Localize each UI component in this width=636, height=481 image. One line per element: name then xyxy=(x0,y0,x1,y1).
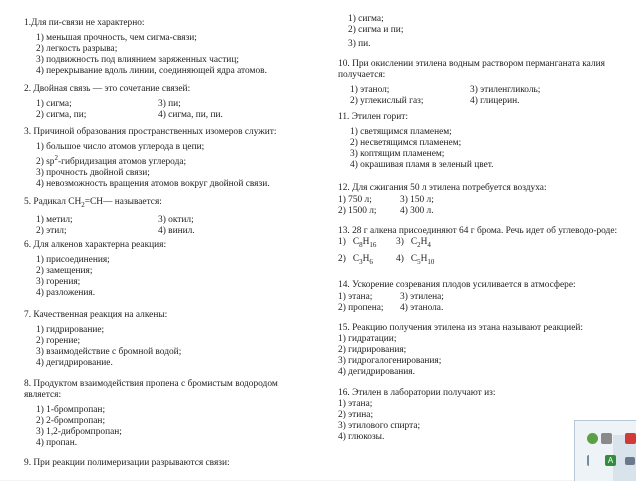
answer-option: 3) октил; xyxy=(158,214,194,225)
question-title: 16. Этилен в лаборатории получают из: xyxy=(338,388,496,398)
answer-option: 1) метил; xyxy=(36,214,73,225)
answer-option: 4) этанола. xyxy=(400,303,444,313)
answer-option: 2) гидрирования; xyxy=(338,345,407,355)
question-10 xyxy=(338,59,620,107)
answer-option: 2) сигма, пи; xyxy=(36,110,87,120)
answer-option: 1) меньшая прочность, чем сигма-связи; xyxy=(36,33,197,43)
answer-option: 2) несветящимся пламенем; xyxy=(350,138,462,148)
green-person-icon[interactable] xyxy=(587,433,598,444)
answer-option: 4) разложения. xyxy=(36,288,96,298)
answer-option: 3) этилового спирта; xyxy=(338,421,421,431)
answer-option: 2) замещения; xyxy=(36,266,93,276)
question-title: 7. Качественная реакция на алкены: xyxy=(24,310,168,320)
answer-option: 4) глюкозы. xyxy=(338,432,385,442)
answer-option: 2) 1500 л; xyxy=(338,206,377,216)
question-title: 1.Для пи-связи не характерно: xyxy=(24,18,145,28)
question-title: 14. Ускорение созревания плодов усиливается в атмосфере: xyxy=(338,280,576,290)
tray-panel xyxy=(574,420,636,481)
answer-option: 1) этанол; xyxy=(350,85,390,95)
answer-option: 2) этина; xyxy=(338,410,374,420)
answer-option: 1) этана; xyxy=(338,399,373,409)
answer-option: 2) углекислый газ; xyxy=(350,96,424,106)
answer-option: 1) сигма; xyxy=(348,14,384,24)
answer-option: 3) подвижность под влиянием заряженных частиц; xyxy=(36,55,239,65)
answer-option: 2) 2-бромпропан; xyxy=(36,416,106,426)
question-6 xyxy=(24,240,166,299)
question-16 xyxy=(338,388,495,443)
answer-option: 1) этана; xyxy=(338,292,373,302)
question-title: 2. Двойная связь — это сочетание связей: xyxy=(24,84,191,94)
answer-option: 3) этиленгликоль; xyxy=(470,85,541,95)
answer-option: 1) большое число атомов углерода в цепи; xyxy=(36,142,205,152)
answer-option: 3) горения; xyxy=(36,277,81,287)
answer-option: 3) коптящим пламенем; xyxy=(350,149,445,159)
answer-option: 2) пропена; xyxy=(338,303,384,313)
question-title: 11. Этилен горит: xyxy=(338,112,408,122)
question-title: 13. 28 г алкена присоединяют 64 г брома. Речь идет об углеводо-роде: xyxy=(338,226,618,236)
answer-option: 4) $C_5H_{10}$ xyxy=(396,253,435,266)
question-8 xyxy=(24,379,294,449)
answer-option: 2) горение; xyxy=(36,336,81,346)
answer-option: 2) легкость разрыва; xyxy=(36,44,118,54)
question-15 xyxy=(338,323,583,378)
answer-option: 2) $C_3H_6$ xyxy=(338,253,373,266)
answer-option: 3) 150 л; xyxy=(400,195,434,205)
question-2 xyxy=(24,84,223,121)
answer-option: 1) гидратации; xyxy=(338,334,397,344)
red-shield-icon[interactable] xyxy=(625,433,636,444)
answer-option: 3) этилена; xyxy=(400,292,444,302)
question-11 xyxy=(338,112,493,171)
answer-option: 3) $C_2H_4$ xyxy=(396,237,431,249)
question-title: 5. Радикал $CH_2=CH—$ называется: xyxy=(24,197,162,209)
question-7 xyxy=(24,310,181,369)
answer-option: 1) гидрирование; xyxy=(36,325,105,335)
answer-option: 4) глицерин. xyxy=(470,96,520,106)
answer-option: 4) окрашивая пламя в зеленый цвет. xyxy=(350,160,494,170)
question-title: 15. Реакцию получения этилена из этана называют реакцией: xyxy=(338,323,583,333)
flag-icon[interactable] xyxy=(587,455,597,466)
answer-option: 3) пи. xyxy=(348,39,371,49)
question-1 xyxy=(24,18,267,77)
answer-option: 1) сигма; xyxy=(36,99,72,109)
answer-option: 4) дегидрирование. xyxy=(36,358,113,368)
question-title: 10. При окислении этилена водным раствором перманганата калия получается: xyxy=(338,59,605,80)
answer-option: 1) присоединения; xyxy=(36,255,110,265)
answer-option: 4) сигма, пи, пи. xyxy=(158,110,223,120)
question-13 xyxy=(338,226,620,268)
answer-option: 1) 750 л; xyxy=(338,195,372,205)
question-9 xyxy=(24,458,230,469)
a-badge-icon[interactable]: A xyxy=(605,455,616,466)
answer-option: 4) невозможность вращения атомов вокруг двойной связи. xyxy=(36,179,270,190)
answer-option: 1) светящимся пламенем; xyxy=(350,127,452,137)
answer-option: 4) дегидрирования. xyxy=(338,367,415,377)
answer-option: 2) $sp^2$-гибридизация атомов углерода; xyxy=(36,154,187,168)
answer-option: 3) взаимодействие с бромной водой; xyxy=(36,347,182,357)
answer-option: 3) гидрогалогенирования; xyxy=(338,356,442,366)
answer-option: 3) пи; xyxy=(158,99,181,109)
question-9-options xyxy=(348,14,403,50)
question-12 xyxy=(338,183,547,217)
question-title: 9. При реакции полимеризации разрываются связи: xyxy=(24,458,230,468)
answer-option: 4) 300 л. xyxy=(400,206,434,216)
answer-option: 3) 1,2-дибромпропан; xyxy=(36,427,122,437)
question-14 xyxy=(338,280,576,314)
answer-option: 1) 1-бромпропан; xyxy=(36,405,106,415)
answer-option: 2) этил; xyxy=(36,225,67,236)
monitor-icon[interactable] xyxy=(625,457,635,465)
question-title: 8. Продуктом взаимодействия пропена с бромистым водородом является: xyxy=(24,379,278,400)
question-title: 12. Для сжигания 50 л этилена потребуется воздуха: xyxy=(338,183,547,193)
question-title: 6. Для алкенов характерна реакция: xyxy=(24,240,167,250)
question-3 xyxy=(24,127,276,190)
answer-option: 3) прочность двойной связи; xyxy=(36,168,150,179)
gray-tool-icon[interactable] xyxy=(601,433,612,444)
answer-option: 4) винил. xyxy=(158,225,195,236)
answer-option: 1) $C_8H_{16}$ xyxy=(338,237,377,249)
question-title: 3. Причиной образования пространственных изомеров служит: xyxy=(24,127,277,137)
answer-option: 4) пропан. xyxy=(36,438,78,448)
answer-option: 2) сигма и пи; xyxy=(348,25,404,35)
answer-option: 4) перекрывание вдоль линии, соединяющей ядра атомов. xyxy=(36,66,267,76)
question-5 xyxy=(24,197,195,237)
